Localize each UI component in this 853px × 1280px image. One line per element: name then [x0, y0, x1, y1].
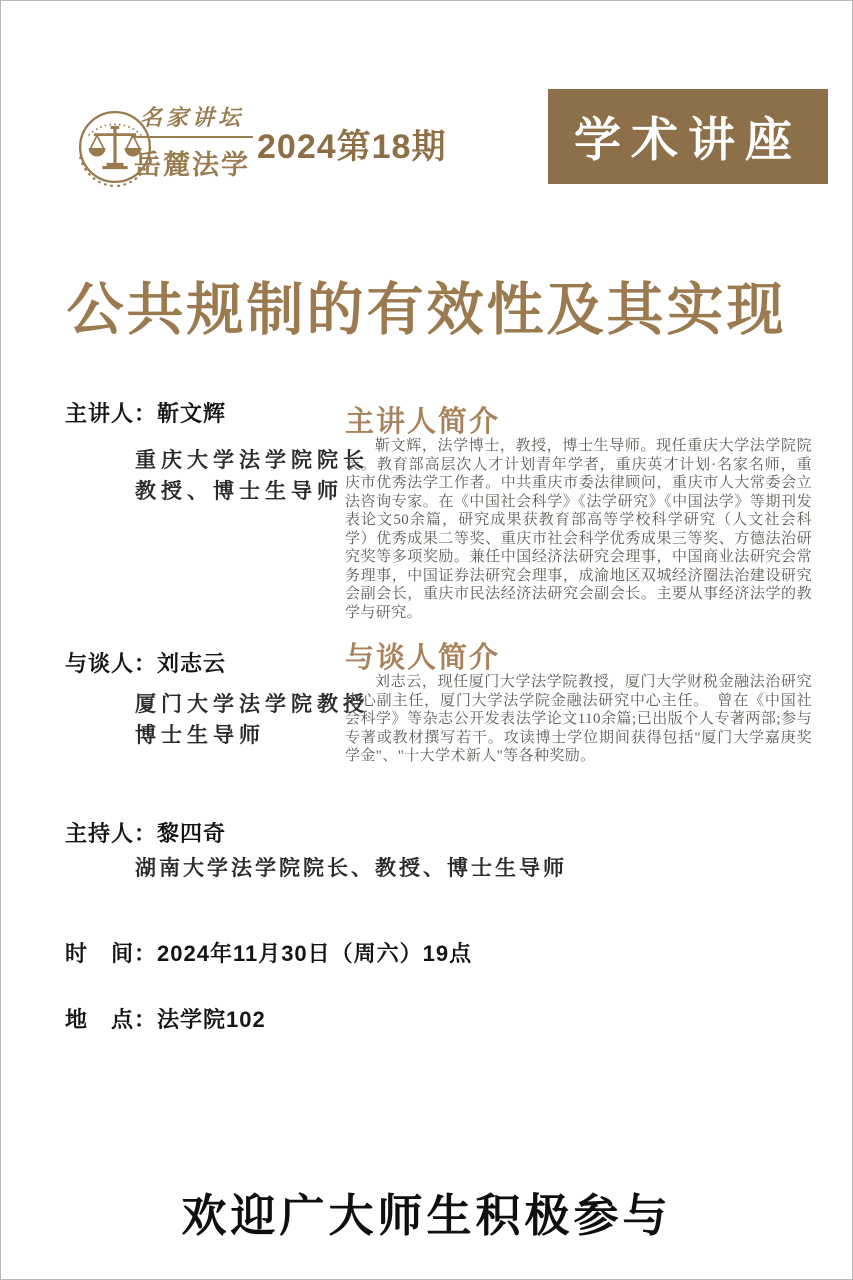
series-name-line2: 岳麓法学	[134, 150, 250, 180]
lecture-type-banner: 学术讲座	[548, 89, 828, 184]
speaker-bio-heading: 主讲人简介	[345, 406, 501, 438]
speaker-bio-paragraph: 靳文辉，法学博士，教授，博士生导师。现任重庆大学法学院院长。教育部高层次人才计划青年学者，重庆英才计划·名家名师，重庆市优秀法学工作者。中共重庆市委法律顾问，重庆市人大常委会立法咨询专家。在《中国社会科学》《法学研究》《中国法学》等期刊发表论文50余篇，研究成果获教育部高等学校科学研究（人文社会科学）优秀成果二等奖、重庆市社会科学优秀成果三等奖、方德法治研究奖等多项奖励。兼任中国经济法研究会理事，中国商业法研究会常务理事，中国证券法研究会理事，成渝地区双城经济圈法治建设研究会副会长，重庆市民法经济法研究会副会长。主要从事经济法学的教学与研究。	[345, 438, 812, 621]
discussant-title-line: 博士生导师	[135, 723, 265, 747]
footer-welcome-message: 欢迎广大师生积极参与	[181, 1190, 672, 1241]
series-name-line1: 名家讲坛	[139, 105, 244, 131]
series-logotype	[131, 101, 253, 182]
discussant-bio-paragraph: 刘志云，现任厦门大学法学院教授，厦门大学财税金融法治研究中心副主任，厦门大学法学院金融法研究中心主任。 曾在《中国社会科学》等杂志公开发表法学论文110余篇;已出版个人专著两部;参与专著或教材撰写若干。攻读博士学位期间获得包括"厦门大学嘉庚奖学金"、"十大学术新人"等各种奖励。	[345, 674, 812, 764]
speaker-title-line: 教授、博士生导师	[135, 479, 343, 503]
speaker-name-label: 主讲人：靳文辉	[65, 401, 227, 426]
series-divider	[131, 136, 253, 138]
discussant-bio-heading: 与谈人简介	[345, 642, 501, 674]
venue-line: 地 点：法学院102	[65, 1007, 266, 1032]
time-line: 时 间：2024年11月30日（周六）19点	[65, 941, 473, 966]
discussant-titles	[135, 689, 369, 751]
discussant-name-label: 与谈人：刘志云	[65, 651, 227, 676]
issue-number: 2024第18期	[257, 128, 447, 166]
discussant-title-line: 厦门大学法学院教授	[135, 692, 369, 716]
speaker-titles	[135, 445, 369, 507]
lecture-title: 公共规制的有效性及其实现	[66, 278, 787, 342]
host-name-label: 主持人：黎四奇	[65, 821, 227, 846]
host-titles: 湖南大学法学院院长、教授、博士生导师	[135, 856, 567, 880]
speaker-title-line: 重庆大学法学院院长	[135, 448, 369, 472]
